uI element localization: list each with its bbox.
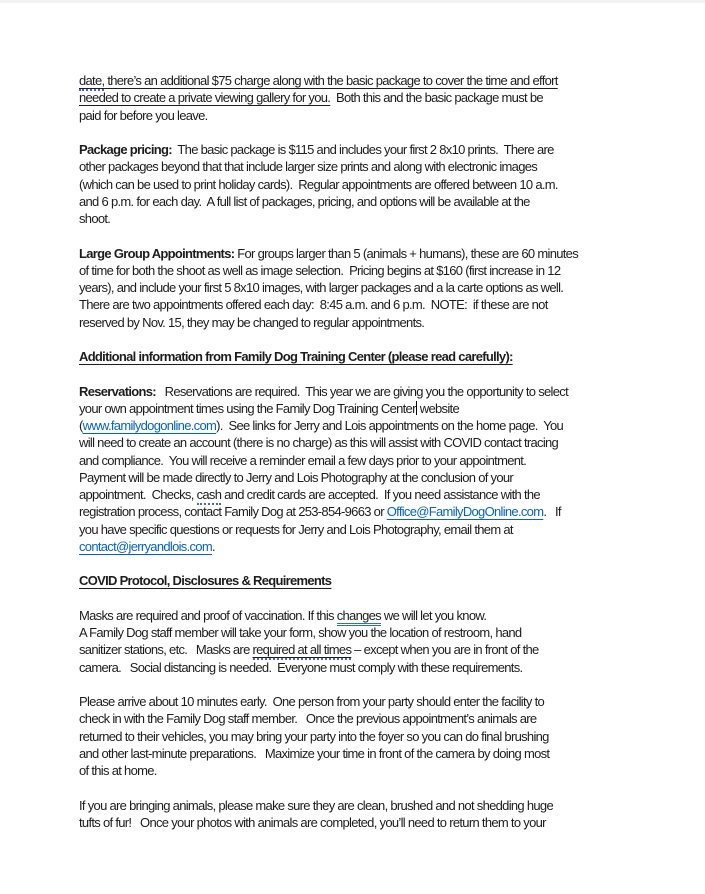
paragraph [79, 383, 639, 556]
text-line [79, 503, 639, 520]
text-run: COVID Protocol, Disclosures & Requirements [79, 573, 332, 589]
text-line [79, 279, 639, 296]
text-run: Payment will be made directly to Jerry and Lois Photography at the conclusion of your [79, 469, 514, 485]
text-run: Large Group Appointments: [79, 245, 235, 261]
page-top-edge [0, 0, 705, 3]
paragraph [79, 693, 639, 779]
text-run: needed to create a private viewing gallery for you. [79, 90, 331, 106]
text-line [79, 762, 639, 779]
text-line [79, 693, 639, 710]
text-run: changes [337, 608, 381, 626]
text-line [79, 607, 639, 624]
text-run: Additional information from Family Dog Training Center (please read carefully): [79, 349, 513, 364]
text-run: For groups larger than 5 (animals + humans), these are 60 minutes [234, 245, 578, 261]
text-run: appointment. Checks, [79, 487, 197, 502]
text-line [79, 314, 639, 331]
text-run: cash [197, 487, 222, 505]
paragraph [79, 72, 639, 124]
text-line [79, 72, 639, 89]
text-run: and credit cards are accepted. If you need assistance with the [221, 487, 540, 502]
text-run: reserved by Nov. 15, they may be changed to regular appointments. [79, 314, 425, 330]
text-run: – except when you are in front of the [351, 642, 539, 658]
text-run: of this at home. [79, 763, 157, 778]
text-run: (which can be used to print holiday cards). Regular appointments are offered between 10 a.m. [79, 176, 558, 192]
text-run: will need to create an account (there is no charge) as this will assist with COVID contact tracing [79, 435, 559, 451]
hyperlink[interactable]: Office@FamilyDogOnline.com [386, 504, 544, 520]
text-run: A Family Dog staff member will take your form, show you the location of restroom, hand [79, 625, 522, 640]
text-line [79, 176, 639, 193]
text-run: paid for before you leave. [79, 107, 208, 123]
text-run: required at all times [253, 642, 352, 660]
text-run: of time for both the shoot as well as image selection. Pricing begins at $160 (first increase in 12 [79, 262, 561, 278]
text-run: sanitizer stations, etc. Masks are [79, 642, 253, 658]
text-run: Reservations are required. This year we are giving you the opportunity to select [155, 383, 568, 399]
hyperlink[interactable]: contact@jerryandlois.com [79, 538, 212, 554]
text-run: camera. Social distancing is needed. Everyone must comply with these requirements. [79, 659, 523, 675]
text-run: and compliance. You will receive a reminder email a few days prior to your appointment. [79, 452, 527, 468]
text-run: other packages beyond that that include larger size prints and along with electronic images [79, 159, 538, 175]
text-run: date, [79, 73, 104, 91]
text-run: there’s an additional $75 charge along with the basic package to cover the time and effort [104, 73, 558, 88]
paragraph [79, 572, 639, 589]
text-run: . [211, 538, 215, 554]
text-line [79, 624, 639, 641]
text-run: ( [79, 418, 83, 433]
text-line [79, 434, 639, 451]
text-run: . If [543, 504, 561, 520]
text-line [79, 89, 639, 106]
text-line [79, 296, 639, 313]
text-run: If you are bringing animals, please make sure they are clean, brushed and not shedding huge [79, 797, 553, 813]
text-run: Masks are required and proof of vaccination. If this [79, 607, 337, 623]
text-run: The basic package is $115 and includes your first 2 8x10 prints. There are [171, 142, 554, 157]
text-run: your own appointment times using the Family Dog Training Center [79, 400, 416, 416]
text-run: ). See links for Jerry and Lois appointments on the home page. You [216, 418, 564, 433]
text-line [79, 659, 639, 676]
paragraph [79, 348, 639, 365]
text-line [79, 710, 639, 727]
text-run: and 6 p.m. for each day. A full list of packages, pricing, and options will be available at the [79, 193, 530, 209]
text-line [79, 383, 639, 400]
text-run: There are two appointments offered each day: 8:45 a.m. and 6 p.m. NOTE: if these are not [79, 297, 548, 313]
text-run: we will let you know. [380, 607, 487, 623]
text-line [79, 107, 639, 124]
text-run: years), and include your first 5 8x10 images, with larger packages and a la carte options as well. [79, 280, 564, 295]
text-run: registration process, contact Family Dog at 253-854-9663 or [79, 504, 387, 520]
hyperlink[interactable]: www.familydogonline.com [82, 418, 217, 433]
text-line [79, 245, 639, 262]
text-run: shoot. [79, 211, 111, 226]
text-line [79, 141, 639, 158]
text-run: returned to their vehicles, you may bring your party into the foyer so you can do final brushing [79, 728, 549, 744]
text-line [79, 348, 639, 365]
text-line [79, 745, 639, 762]
text-line [79, 193, 639, 210]
text-line [79, 158, 639, 175]
paragraph [79, 607, 639, 676]
text-run: and other last-minute preparations. Maximize your time in front of the camera by doing most [79, 745, 550, 761]
text-line [79, 572, 639, 589]
text-run: you have specific questions or requests for Jerry and Lois Photography, email them at [79, 521, 513, 537]
text-line [79, 262, 639, 279]
text-run: check in with the Family Dog staff member. Once the previous appointment’s animals are [79, 711, 537, 727]
text-line [79, 521, 639, 538]
text-run: Reservations: [79, 383, 156, 399]
text-line [79, 641, 639, 658]
text-run: Please arrive about 10 minutes early. One person from your party should enter the facility to [79, 694, 545, 709]
text-line [79, 452, 639, 469]
text-run: tufts of fur! Once your photos with animals are completed, you’ll need to return them to your [79, 814, 546, 830]
text-run: Both this and the basic package must be [330, 90, 543, 106]
text-line [79, 469, 639, 486]
text-run: Package pricing: [79, 142, 172, 157]
text-line [79, 486, 639, 503]
text-line [79, 417, 639, 434]
text-line [79, 797, 639, 814]
text-line [79, 538, 639, 555]
document-content [79, 72, 639, 831]
paragraph [79, 797, 639, 832]
text-line [79, 728, 639, 745]
text-line [79, 814, 639, 831]
text-run: website [416, 400, 459, 416]
text-line [79, 400, 639, 417]
text-line [79, 210, 639, 227]
paragraph [79, 245, 639, 331]
paragraph [79, 141, 639, 227]
